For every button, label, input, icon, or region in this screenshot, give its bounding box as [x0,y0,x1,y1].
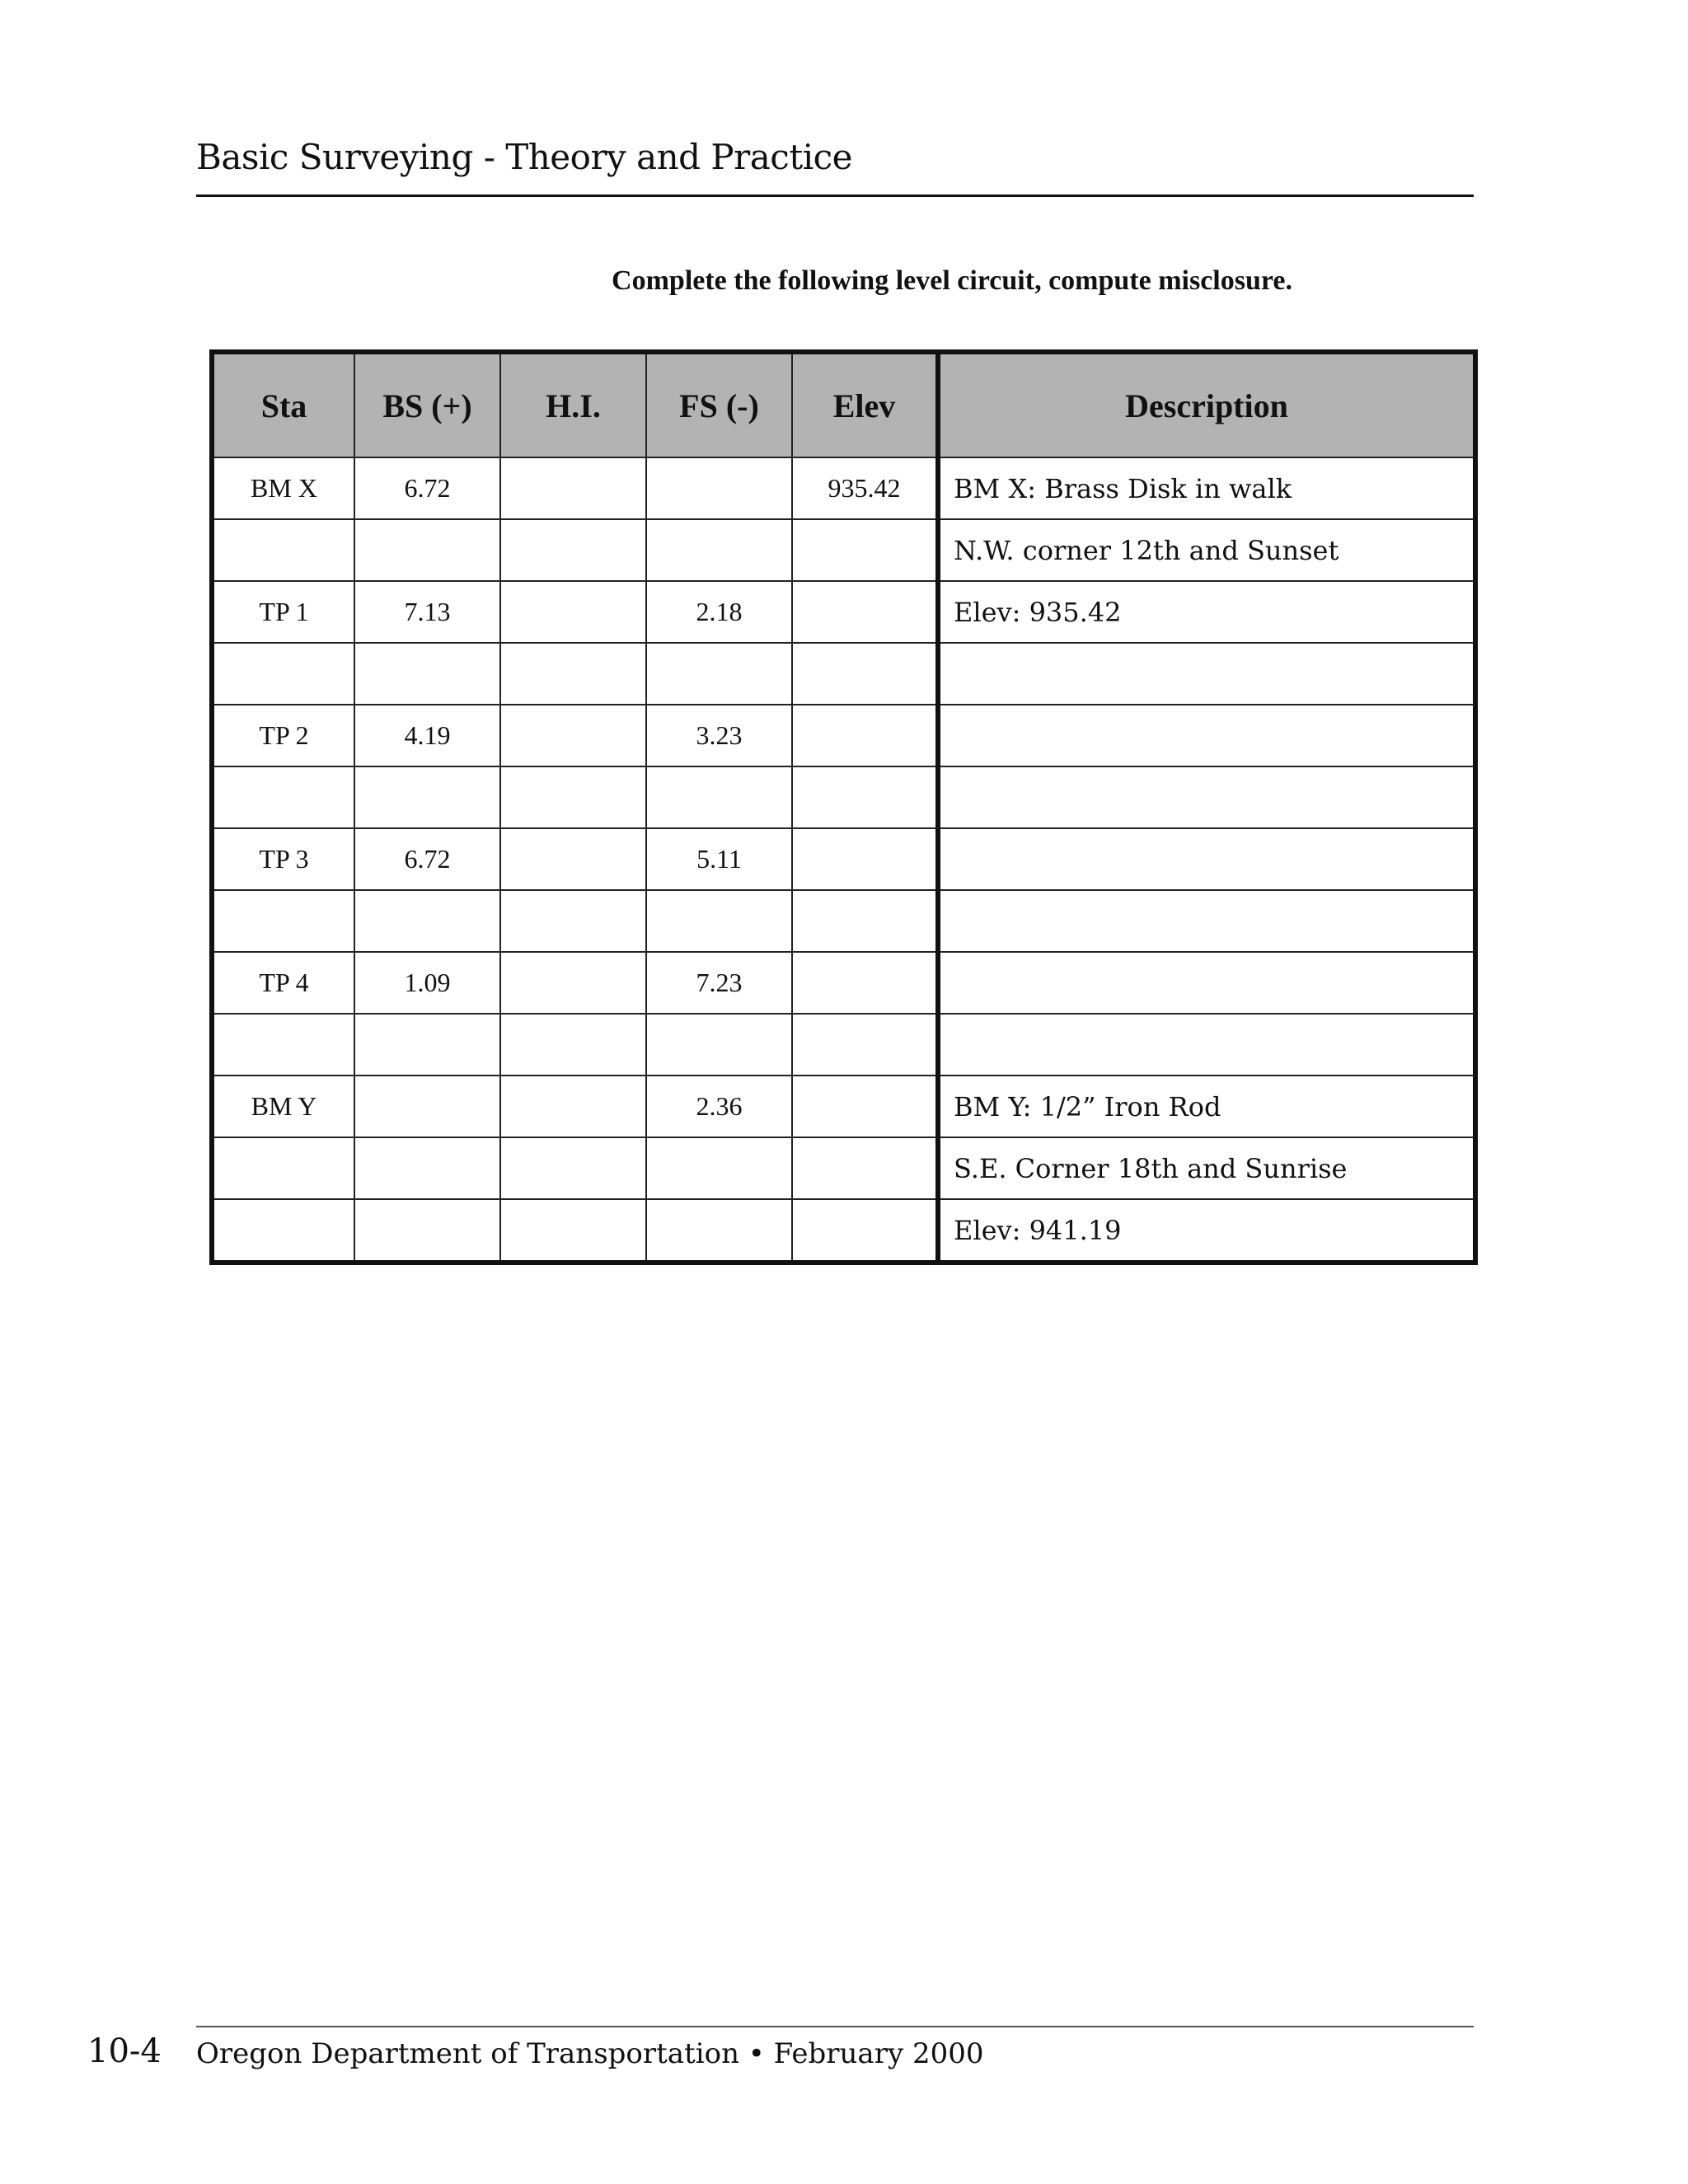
cell-fs [646,1199,792,1263]
cell-elev [792,1137,938,1199]
cell-hi [500,1137,646,1199]
page-number: 10-4 [87,2032,162,2070]
cell-bs: 4.19 [354,705,500,766]
table-header-row [212,352,1475,457]
cell-hi [500,1014,646,1076]
cell-hi [500,581,646,643]
cell-fs: 2.36 [646,1076,792,1137]
cell-description: BM Y: 1/2” Iron Rod [938,1076,1475,1137]
table-row [212,828,1475,890]
cell-elev [792,1199,938,1263]
level-circuit-table [209,349,1478,1265]
cell-hi [500,952,646,1014]
table-body [212,457,1475,1263]
cell-fs [646,519,792,581]
cell-sta [212,890,354,952]
cell-bs: 6.72 [354,457,500,519]
cell-elev [792,890,938,952]
cell-hi [500,457,646,519]
cell-elev: 935.42 [792,457,938,519]
cell-sta: BM X [212,457,354,519]
cell-sta [212,1199,354,1263]
cell-fs [646,890,792,952]
table-row [212,1137,1475,1199]
cell-fs: 3.23 [646,705,792,766]
table-row [212,519,1475,581]
cell-elev [792,766,938,828]
cell-bs [354,519,500,581]
cell-description [938,643,1475,705]
cell-description [938,890,1475,952]
table-row [212,1076,1475,1137]
cell-sta: TP 4 [212,952,354,1014]
table-row [212,643,1475,705]
cell-sta: TP 2 [212,705,354,766]
table-row [212,581,1475,643]
cell-hi [500,1076,646,1137]
cell-hi [500,705,646,766]
cell-fs [646,1014,792,1076]
cell-sta [212,643,354,705]
cell-hi [500,890,646,952]
footer-rule [196,2026,1474,2027]
cell-bs [354,643,500,705]
cell-elev [792,519,938,581]
column-header-elev: Elev [792,352,938,457]
cell-elev [792,643,938,705]
cell-fs [646,766,792,828]
cell-hi [500,766,646,828]
cell-hi [500,828,646,890]
header-rule [196,194,1474,197]
cell-sta: TP 3 [212,828,354,890]
cell-description: S.E. Corner 18th and Sunrise [938,1137,1475,1199]
cell-sta [212,766,354,828]
cell-elev [792,952,938,1014]
cell-bs: 1.09 [354,952,500,1014]
cell-bs [354,1137,500,1199]
table-row [212,890,1475,952]
column-header-fs: FS (-) [646,352,792,457]
cell-description [938,828,1475,890]
cell-fs [646,643,792,705]
footer-text: Oregon Department of Transportation • February 2000 [196,2037,984,2070]
cell-sta: BM Y [212,1076,354,1137]
table-row [212,952,1475,1014]
column-header-hi: H.I. [500,352,646,457]
cell-fs: 2.18 [646,581,792,643]
table-row [212,1014,1475,1076]
cell-fs [646,457,792,519]
cell-elev [792,1014,938,1076]
cell-fs: 5.11 [646,828,792,890]
cell-description: Elev: 941.19 [938,1199,1475,1263]
cell-description [938,705,1475,766]
cell-description: Elev: 935.42 [938,581,1475,643]
cell-hi [500,643,646,705]
cell-sta: TP 1 [212,581,354,643]
cell-bs [354,890,500,952]
cell-elev [792,581,938,643]
cell-fs [646,1137,792,1199]
cell-description [938,1014,1475,1076]
cell-bs [354,1076,500,1137]
cell-bs [354,1014,500,1076]
cell-description: N.W. corner 12th and Sunset [938,519,1475,581]
table-row [212,1199,1475,1263]
cell-sta [212,1014,354,1076]
column-header-bs: BS (+) [354,352,500,457]
cell-sta [212,519,354,581]
cell-hi [500,519,646,581]
column-header-description: Description [938,352,1475,457]
table-row [212,705,1475,766]
cell-description: BM X: Brass Disk in walk [938,457,1475,519]
cell-bs: 6.72 [354,828,500,890]
table-row [212,766,1475,828]
cell-bs [354,1199,500,1263]
running-head-title: Basic Surveying - Theory and Practice [196,137,853,177]
table-row [212,457,1475,519]
cell-description [938,952,1475,1014]
cell-fs: 7.23 [646,952,792,1014]
cell-bs [354,766,500,828]
cell-sta [212,1137,354,1199]
cell-elev [792,705,938,766]
cell-bs: 7.13 [354,581,500,643]
cell-hi [500,1199,646,1263]
cell-description [938,766,1475,828]
cell-elev [792,1076,938,1137]
column-header-sta: Sta [212,352,354,457]
cell-elev [792,828,938,890]
exercise-instruction: Complete the following level circuit, compute misclosure. [612,265,1292,296]
